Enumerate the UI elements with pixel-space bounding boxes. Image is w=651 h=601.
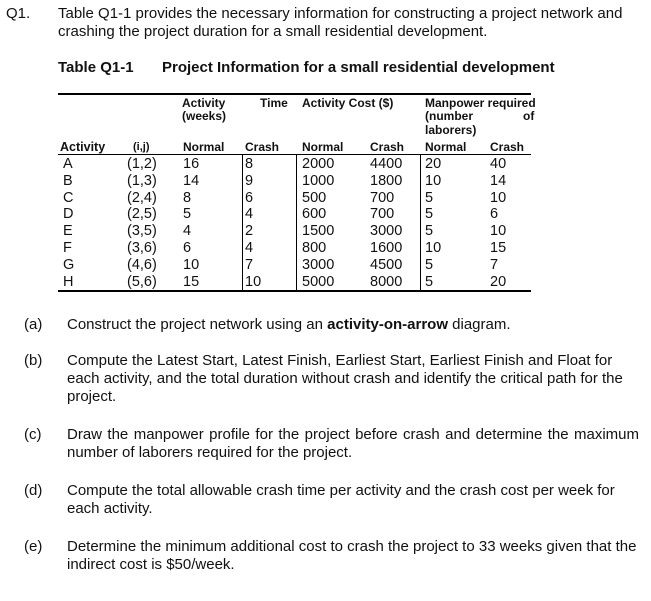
- part-d-label: (d): [24, 482, 43, 499]
- cell-ij: (1,3): [127, 172, 157, 189]
- cell-normal-time: 16: [183, 156, 200, 172]
- cell-crash-cost: 1600: [370, 240, 403, 256]
- table-divider: [296, 154, 297, 291]
- part-a-bold: activity-on-arrow: [327, 316, 448, 333]
- cell-crash-time: 4: [245, 240, 254, 256]
- header-manpower-laborers: laborers): [425, 123, 477, 137]
- cell-activity: F: [63, 240, 72, 256]
- header-manpower-of: of: [523, 109, 535, 123]
- cell-crash-time: 10: [245, 273, 262, 290]
- cell-crash-cost: 700: [370, 206, 395, 223]
- cell-normal-cost: 600: [302, 206, 327, 223]
- cell-crash-men: 40: [490, 156, 507, 172]
- cell-activity: A: [63, 156, 73, 172]
- cell-normal-men: 5: [425, 206, 434, 223]
- table-divider: [242, 154, 243, 291]
- cell-normal-time: 5: [183, 206, 192, 223]
- part-c-text: Draw the manpower profile for the project before crash and determine the maximum number of laborers required for the project.: [67, 426, 639, 461]
- cell-crash-time: 9: [245, 172, 254, 189]
- table-bottom-rule: [58, 290, 531, 292]
- cell-ij: (5,6): [127, 273, 157, 290]
- table-divider: [420, 154, 421, 291]
- cell-crash-cost: 4400: [370, 156, 403, 172]
- part-e-text: Determine the minimum additional cost to crash the project to 33 weeks given that the indirect cost is $50/week.: [67, 538, 637, 573]
- cell-normal-time: 8: [183, 189, 192, 206]
- cell-crash-time: 7: [245, 256, 254, 273]
- header-time: Time: [260, 96, 288, 110]
- cell-crash-men: 10: [490, 223, 507, 240]
- header-activity-time-unit: (weeks): [182, 109, 227, 123]
- cell-normal-cost: 1000: [302, 172, 335, 189]
- cell-normal-cost: 500: [302, 189, 327, 206]
- part-b-text: Compute the Latest Start, Latest Finish, Earliest Start, Earliest Finish and Float for each activity, and the total duration without crash and identify the critical path for the project.: [67, 352, 623, 405]
- cell-ij: (1,2): [127, 156, 157, 172]
- cell-ij: (3,6): [127, 240, 157, 256]
- cell-normal-men: 10: [425, 172, 442, 189]
- cell-crash-time: 8: [245, 156, 254, 172]
- cell-activity: G: [63, 256, 75, 273]
- cell-crash-cost: 3000: [370, 223, 403, 240]
- cell-crash-men: 15: [490, 240, 507, 256]
- cell-normal-time: 15: [183, 273, 200, 290]
- cell-ij: (3,5): [127, 223, 157, 240]
- cell-ij: (2,5): [127, 206, 157, 223]
- cell-normal-men: 5: [425, 256, 434, 273]
- question-number: Q1.: [6, 5, 31, 22]
- table-caption-label: Table Q1-1: [58, 59, 134, 76]
- cell-crash-men: 20: [490, 273, 507, 290]
- cell-normal-time: 10: [183, 256, 200, 273]
- header-normal-cost: Normal: [302, 140, 344, 154]
- cell-crash-men: 14: [490, 172, 507, 189]
- cell-activity: B: [63, 172, 73, 189]
- header-ij: (i,j): [133, 141, 150, 153]
- table-top-rule: [58, 93, 531, 95]
- cell-normal-time: 4: [183, 223, 192, 240]
- part-d-text: Compute the total allowable crash time per activity and the crash cost per week for each activity.: [67, 482, 615, 517]
- cell-normal-time: 14: [183, 172, 200, 189]
- cell-crash-time: 6: [245, 189, 254, 206]
- cell-crash-men: 10: [490, 189, 507, 206]
- header-activity-cost: Activity Cost ($): [302, 96, 394, 110]
- part-b-label: (b): [24, 352, 43, 369]
- cell-crash-men: 7: [490, 256, 499, 273]
- cell-crash-time: 2: [245, 223, 254, 240]
- cell-normal-time: 6: [183, 240, 192, 256]
- part-c-label: (c): [24, 426, 42, 443]
- cell-crash-men: 6: [490, 206, 499, 223]
- cell-normal-cost: 1500: [302, 223, 335, 240]
- cell-normal-men: 10: [425, 240, 442, 256]
- cell-crash-cost: 4500: [370, 256, 403, 273]
- part-a-label: (a): [24, 316, 43, 333]
- cell-ij: (2,4): [127, 189, 157, 206]
- header-crash-cost: Crash: [370, 140, 405, 154]
- part-a-post: diagram.: [448, 316, 511, 333]
- cell-normal-cost: 800: [302, 240, 327, 256]
- cell-activity: H: [63, 273, 74, 290]
- cell-normal-cost: 3000: [302, 256, 335, 273]
- part-a-text: [67, 316, 639, 334]
- cell-normal-men: 20: [425, 156, 442, 172]
- header-activity: Activity: [60, 140, 106, 154]
- table-caption-title: Project Information for a small residential development: [162, 59, 555, 76]
- header-manpower: Manpower required: [425, 96, 536, 110]
- header-normal-time: Normal: [183, 140, 225, 154]
- cell-crash-cost: 8000: [370, 273, 403, 290]
- header-crash-time: Crash: [245, 140, 280, 154]
- table-header-rule: [58, 154, 531, 155]
- cell-activity: E: [63, 223, 73, 240]
- header-activity-time: Activity: [182, 96, 226, 110]
- question-intro: Table Q1-1 provides the necessary information for constructing a project network and crashing the project duration for a small residential development.: [58, 5, 623, 40]
- cell-normal-men: 5: [425, 189, 434, 206]
- cell-normal-men: 5: [425, 273, 434, 290]
- header-normal-men: Normal: [425, 140, 467, 154]
- cell-normal-cost: 2000: [302, 156, 335, 172]
- part-a-pre: Construct the project network using an: [67, 316, 328, 333]
- cell-normal-cost: 5000: [302, 273, 335, 290]
- cell-activity: C: [63, 189, 74, 206]
- cell-crash-cost: 700: [370, 189, 395, 206]
- part-e-label: (e): [24, 538, 43, 555]
- header-manpower-number: (number: [425, 109, 473, 123]
- cell-activity: D: [63, 206, 74, 223]
- header-crash-men: Crash: [490, 140, 525, 154]
- cell-crash-cost: 1800: [370, 172, 403, 189]
- cell-ij: (4,6): [127, 256, 157, 273]
- cell-crash-time: 4: [245, 206, 254, 223]
- cell-normal-men: 5: [425, 223, 434, 240]
